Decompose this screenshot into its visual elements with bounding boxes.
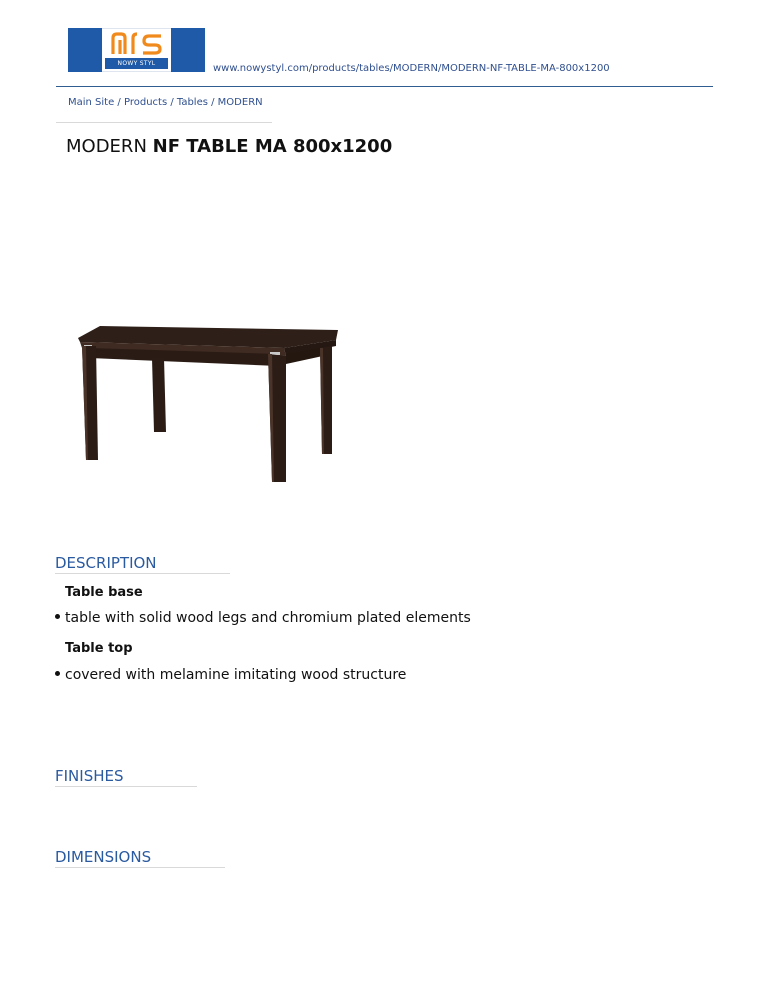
bullet-dot-icon	[55, 614, 60, 619]
dimensions-heading: DIMENSIONS	[55, 848, 225, 868]
finishes-heading: FINISHES	[55, 767, 197, 787]
logo-tagline: NOWY STYL	[105, 58, 168, 69]
bullet-dot-icon	[55, 671, 60, 676]
title-model: NF TABLE MA 800x1200	[152, 136, 393, 157]
breadcrumb[interactable]: Main Site / Products / Tables / MODERN	[56, 97, 272, 123]
logo-left-bar	[68, 28, 102, 72]
title-series: MODERN	[66, 136, 147, 157]
list-item-text: table with solid wood legs and chromium plated elements	[65, 610, 471, 626]
table-top-heading: Table top	[65, 641, 133, 656]
description-heading: DESCRIPTION	[55, 554, 230, 574]
list-item	[55, 667, 406, 683]
table-base-heading: Table base	[65, 585, 143, 600]
page-title	[66, 136, 392, 157]
product-image	[74, 320, 344, 490]
nowy-styl-logo[interactable]	[68, 28, 205, 72]
logo-mark	[105, 31, 168, 57]
table-photo-icon	[74, 320, 344, 490]
list-item	[55, 610, 471, 626]
product-url-link[interactable]: www.nowystyl.com/products/tables/MODERN/MODERN-NF-TABLE-MA-800x1200	[213, 63, 610, 74]
logo-right-bar	[171, 28, 205, 72]
page-header	[56, 28, 713, 87]
logo-ns-icon	[109, 32, 165, 56]
list-item-text: covered with melamine imitating wood structure	[65, 667, 407, 683]
logo-center	[102, 28, 171, 72]
